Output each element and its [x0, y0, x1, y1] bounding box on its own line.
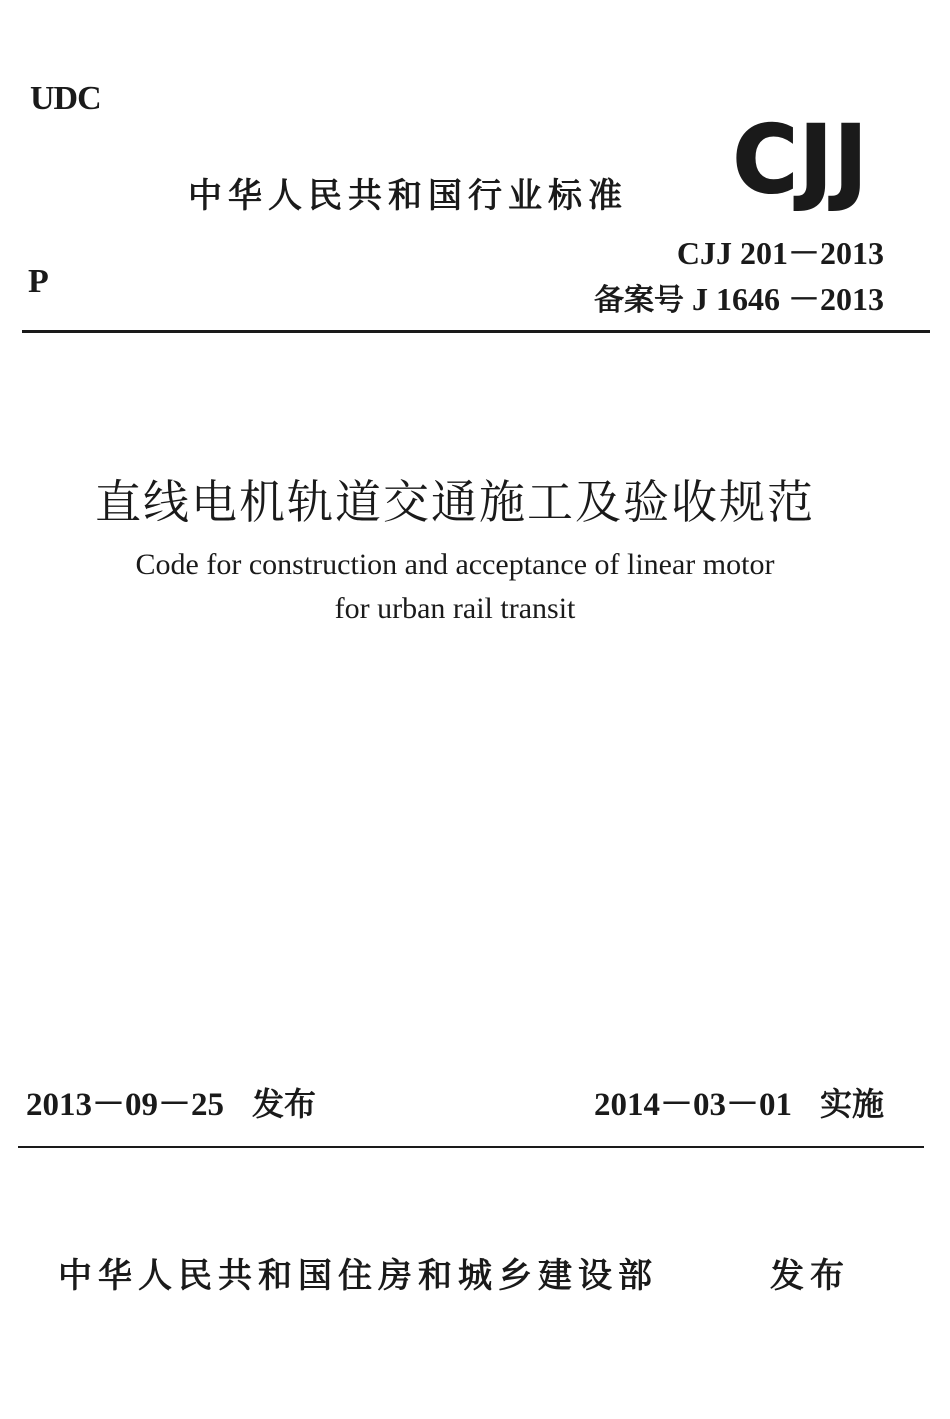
udc-label: UDC — [30, 80, 101, 117]
publish-date-block — [26, 1078, 316, 1125]
implement-label: 实施 — [819, 1085, 884, 1123]
bottom-divider — [18, 1146, 924, 1148]
cjj-logo-text: CJJ — [732, 105, 870, 214]
publisher-action: 发布 — [770, 1256, 850, 1296]
implement-date: 2014－03－01 — [593, 1087, 792, 1123]
standard-code: CJJ 201－2013 — [676, 235, 884, 271]
cjj-logo — [714, 105, 888, 214]
title-chinese: 直线电机轨道交通施工及验收规范 — [95, 475, 815, 529]
record-code: J 1646 －2013 — [691, 281, 884, 317]
record-prefix: 备案号 — [593, 283, 684, 318]
publish-date: 2013－09－25 — [26, 1087, 224, 1123]
top-divider — [22, 330, 930, 333]
title-english-line1: Code for construction and acceptance of linear motor — [135, 548, 775, 581]
industry-standard-heading: 中华人民共和国行业标准 — [188, 176, 628, 216]
publisher-name: 中华人民共和国住房和城乡建设部 — [58, 1256, 658, 1296]
record-number — [594, 274, 884, 320]
publish-label: 发布 — [252, 1085, 317, 1123]
classification-label: P — [28, 263, 49, 300]
title-english-line2: for urban rail transit — [334, 592, 576, 625]
implement-date-block — [594, 1078, 884, 1125]
